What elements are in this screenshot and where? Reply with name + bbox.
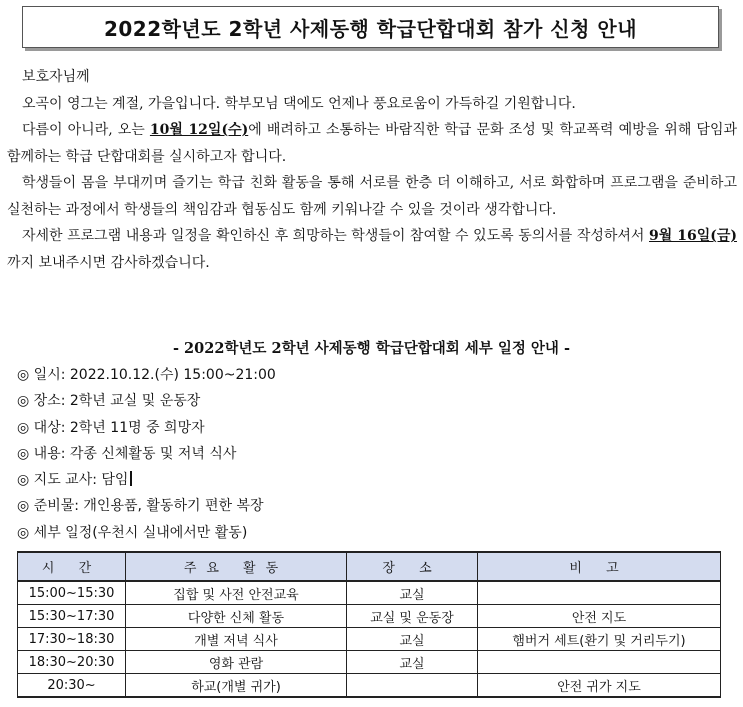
letter-paragraph-4: 자세한 프로그램 내용과 일정을 확인하신 후 희망하는 학생들이 참여할 수 있도록 동의서를 작성하셔서 9월 16일(금)까지 보내주시면 감사하겠습니다.	[7, 228, 738, 271]
header-place: 장 소	[347, 552, 478, 581]
cell-activity: 개별 저녁 식사	[126, 628, 347, 651]
letter-greeting: 보호자님께	[22, 69, 90, 85]
cell-place	[347, 674, 478, 698]
detail-teacher-row	[17, 467, 717, 493]
table-row	[18, 674, 721, 698]
text-cursor	[130, 471, 132, 486]
cell-place: 교실	[347, 651, 478, 674]
table-header-row	[18, 552, 721, 581]
cell-time: 15:00~15:30	[18, 581, 126, 605]
deadline-date: 9월 16일(금)	[649, 228, 738, 244]
detail-datetime: ◎ 일시: 2022.10.12.(수) 15:00~21:00	[17, 367, 276, 383]
detail-schedule-note: ◎ 세부 일정(우천시 실내에서만 활동)	[17, 524, 248, 541]
cell-activity: 영화 관람	[126, 651, 347, 674]
cell-note	[478, 581, 721, 605]
document-title-box	[22, 6, 719, 48]
cell-place: 교실	[347, 581, 478, 605]
schedule-table	[17, 551, 721, 698]
table-row	[18, 605, 721, 628]
table-row	[18, 628, 721, 651]
detail-target: ◎ 대상: 2학년 11명 중 희망자	[17, 419, 205, 436]
letter-paragraph-1: 오곡이 영그는 계절, 가을입니다. 학부모님 댁에도 언제나 풍요로움이 가득하길 기원합니다.	[22, 95, 576, 112]
letter-paragraph-3: 학생들이 몸을 부대끼며 즐기는 학급 친화 활동을 통해 서로를 한층 더 이해하고, 서로 화합하며 프로그램을 준비하고 실천하는 과정에서 학생들의 책임감과 협동심도 함께 키워나갈 수 있을 것이라 생각합니다.	[7, 175, 737, 218]
event-date: 10월 12일(수)	[149, 122, 249, 138]
detail-content: ◎ 내용: 각종 신체활동 및 저녁 식사	[17, 445, 237, 462]
detail-location: ◎ 장소: 2학년 교실 및 운동장	[17, 393, 201, 410]
cell-time: 18:30~20:30	[18, 651, 126, 674]
document-title: 2022학년도 2학년 사제동행 학급단합대회 참가 신청 안내	[103, 16, 638, 41]
table-row	[18, 581, 721, 605]
cell-time: 20:30~	[18, 674, 126, 698]
cell-place: 교실	[347, 628, 478, 651]
details-list	[17, 362, 717, 546]
cell-activity: 집합 및 사전 안전교육	[126, 581, 347, 605]
cell-activity: 다양한 신체 활동	[126, 605, 347, 628]
header-time: 시 간	[18, 552, 126, 581]
letter-body	[7, 64, 737, 276]
detail-supplies: ◎ 준비물: 개인용품, 활동하기 편한 복장	[17, 498, 264, 515]
cell-note: 햄버거 세트(환기 및 거리두기)	[478, 628, 721, 651]
header-activity: 주요 활동	[126, 552, 347, 581]
header-note: 비 고	[478, 552, 721, 581]
cell-time: 17:30~18:30	[18, 628, 126, 651]
letter-paragraph-2: 다름이 아니라, 오는 10월 12일(수)에 배려하고 소통하는 바람직한 학급 문화 조성 및 학교폭력 예방을 위해 담임과 함께하는 학급 단합대회를 실시하고자 합니다.	[7, 122, 737, 165]
cell-note	[478, 651, 721, 674]
schedule-subtitle: - 2022학년도 2학년 사제동행 학급단합대회 세부 일정 안내 -	[172, 340, 570, 357]
detail-teacher: ◎ 지도 교사: 담임	[17, 472, 129, 489]
cell-activity: 하교(개별 귀가)	[126, 674, 347, 698]
table-row	[18, 651, 721, 674]
cell-note: 안전 지도	[478, 605, 721, 628]
cell-place: 교실 및 운동장	[347, 605, 478, 628]
cell-time: 15:30~17:30	[18, 605, 126, 628]
cell-note: 안전 귀가 지도	[478, 674, 721, 698]
